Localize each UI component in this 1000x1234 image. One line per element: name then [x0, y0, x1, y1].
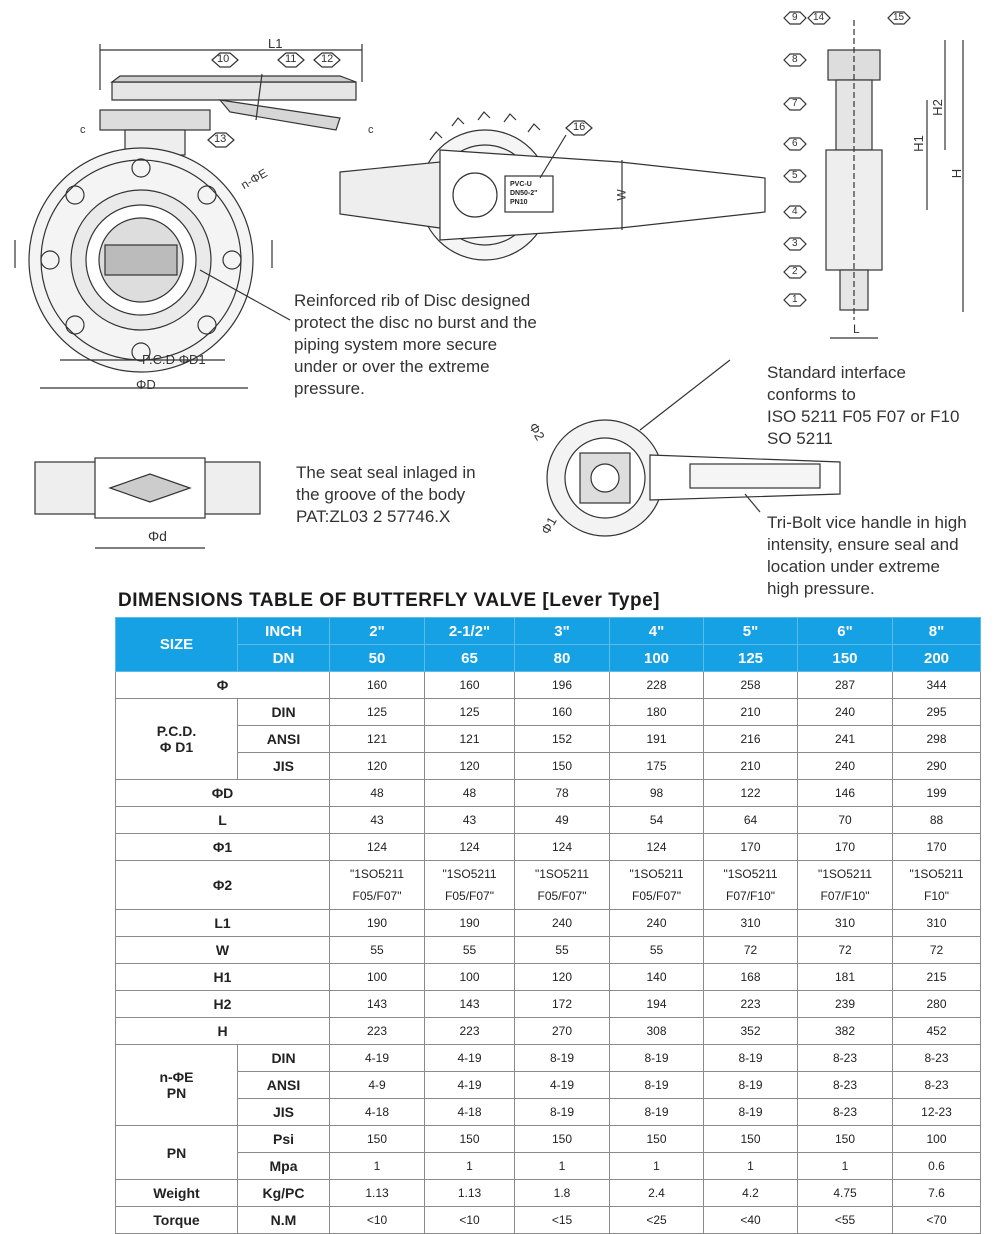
- value-cell: 70: [798, 807, 893, 834]
- label-9: 9: [792, 12, 798, 23]
- value-cell: 121: [330, 726, 425, 753]
- value-cell: 8-19: [704, 1045, 798, 1072]
- table-row: [116, 834, 981, 861]
- value-cell: 452: [893, 1018, 981, 1045]
- value-cell: 72: [893, 937, 981, 964]
- value-cell: 1.13: [425, 1180, 515, 1207]
- value-cell: 140: [610, 964, 704, 991]
- value-cell: 190: [330, 910, 425, 937]
- value-line: F10": [924, 889, 949, 903]
- label-12: 12: [321, 53, 334, 65]
- label-h1: H1: [910, 135, 926, 152]
- table-row: [116, 1207, 981, 1234]
- value-line: F05/F07": [632, 889, 681, 903]
- value-cell: <15: [515, 1207, 610, 1234]
- dn-value: 150: [798, 645, 893, 672]
- table-row: [116, 1153, 981, 1180]
- table-row: [116, 1018, 981, 1045]
- value-cell: 143: [425, 991, 515, 1018]
- value-cell: 43: [330, 807, 425, 834]
- sub-label: JIS: [238, 753, 330, 780]
- value-cell: 160: [330, 672, 425, 699]
- value-cell: 2.4: [610, 1180, 704, 1207]
- value-cell: 72: [798, 937, 893, 964]
- value-cell: 1.8: [515, 1180, 610, 1207]
- dn-value: 50: [330, 645, 425, 672]
- inch-value: 2": [330, 618, 425, 645]
- value-cell: 210: [704, 699, 798, 726]
- size-header: SIZE: [116, 618, 238, 672]
- label-1: 1: [792, 294, 798, 305]
- label-6: 6: [792, 138, 798, 149]
- value-cell: 298: [893, 726, 981, 753]
- value-line: "1SO5211: [909, 867, 964, 881]
- top-view: [340, 112, 765, 260]
- value-cell: 1: [425, 1153, 515, 1180]
- value-cell: 125: [330, 699, 425, 726]
- value-cell: 8-19: [610, 1045, 704, 1072]
- table-body: [116, 618, 981, 1234]
- dn-value: 80: [515, 645, 610, 672]
- label-l: L: [853, 322, 860, 336]
- value-line: "1SO5211: [723, 867, 778, 881]
- value-cell: 72: [704, 937, 798, 964]
- inch-value: 8": [893, 618, 981, 645]
- table-title: DIMENSIONS TABLE OF BUTTERFLY VALVE [Lever Type]: [118, 590, 660, 611]
- label-4: 4: [792, 206, 798, 217]
- label-h2: H2: [929, 99, 945, 116]
- row-label: PN: [116, 1126, 238, 1180]
- value-cell: [893, 861, 981, 910]
- value-cell: 8-19: [610, 1072, 704, 1099]
- value-cell: 295: [893, 699, 981, 726]
- value-cell: 100: [893, 1126, 981, 1153]
- value-cell: 150: [515, 1126, 610, 1153]
- value-cell: 223: [425, 1018, 515, 1045]
- row-label: H: [116, 1018, 330, 1045]
- label-phi-d-big: ΦD: [136, 377, 156, 392]
- label-2: 2: [792, 266, 798, 277]
- value-cell: 180: [610, 699, 704, 726]
- sub-label: Mpa: [238, 1153, 330, 1180]
- value-cell: 216: [704, 726, 798, 753]
- value-cell: 175: [610, 753, 704, 780]
- value-cell: 160: [515, 699, 610, 726]
- side-view: [784, 12, 963, 338]
- value-cell: 239: [798, 991, 893, 1018]
- value-cell: 124: [330, 834, 425, 861]
- value-cell: 258: [704, 672, 798, 699]
- value-cell: [798, 861, 893, 910]
- row-label: L: [116, 807, 330, 834]
- dn-value: 65: [425, 645, 515, 672]
- handle-text: [510, 180, 537, 207]
- value-cell: 78: [515, 780, 610, 807]
- value-cell: 143: [330, 991, 425, 1018]
- note-disc: Reinforced rib of Disc designed protect the disc no burst and the piping system more secure under or over the extreme pressure.: [294, 291, 537, 398]
- value-cell: 170: [893, 834, 981, 861]
- sub-label: ANSI: [238, 726, 330, 753]
- label-h: H: [949, 168, 965, 179]
- label-n-phi-e: n-ΦE: [238, 165, 270, 193]
- value-cell: <10: [425, 1207, 515, 1234]
- value-cell: 124: [425, 834, 515, 861]
- label-5: 5: [792, 170, 798, 181]
- table-row: [116, 618, 981, 645]
- value-cell: 223: [330, 1018, 425, 1045]
- label-15: 15: [893, 12, 905, 23]
- sub-label: Kg/PC: [238, 1180, 330, 1207]
- dn-value: 100: [610, 645, 704, 672]
- label-l1: L1: [268, 36, 283, 51]
- value-line: "1SO5211: [629, 867, 684, 881]
- handle-text-line: DN50-2": [510, 190, 538, 197]
- table-row: [116, 991, 981, 1018]
- value-cell: 290: [893, 753, 981, 780]
- value-cell: [425, 861, 515, 910]
- value-cell: 4-19: [330, 1045, 425, 1072]
- value-cell: <25: [610, 1207, 704, 1234]
- value-cell: 194: [610, 991, 704, 1018]
- table-row: [116, 726, 981, 753]
- value-cell: 55: [330, 937, 425, 964]
- value-cell: 4-18: [425, 1099, 515, 1126]
- value-cell: 210: [704, 753, 798, 780]
- row-label: Φ1: [116, 834, 330, 861]
- value-cell: 382: [798, 1018, 893, 1045]
- table-row: [116, 1045, 981, 1072]
- value-line: F05/F07": [445, 889, 494, 903]
- value-cell: 223: [704, 991, 798, 1018]
- value-cell: <10: [330, 1207, 425, 1234]
- value-cell: 168: [704, 964, 798, 991]
- value-line: "1SO5211: [442, 867, 497, 881]
- value-cell: 191: [610, 726, 704, 753]
- dn-value: 125: [704, 645, 798, 672]
- value-cell: [515, 861, 610, 910]
- value-cell: 287: [798, 672, 893, 699]
- value-line: F07/F10": [726, 889, 775, 903]
- value-cell: 1: [515, 1153, 610, 1180]
- value-cell: 4-19: [425, 1045, 515, 1072]
- value-cell: 55: [515, 937, 610, 964]
- value-cell: 4.2: [704, 1180, 798, 1207]
- value-cell: 8-23: [798, 1099, 893, 1126]
- label-3: 3: [792, 238, 798, 249]
- value-cell: 170: [798, 834, 893, 861]
- value-cell: 146: [798, 780, 893, 807]
- value-cell: 12-23: [893, 1099, 981, 1126]
- value-cell: 100: [425, 964, 515, 991]
- value-cell: 88: [893, 807, 981, 834]
- row-label: P.C.D. Φ D1: [116, 699, 238, 780]
- handle-text-line: PN10: [510, 199, 528, 206]
- label-w: W: [614, 189, 629, 201]
- value-cell: 7.6: [893, 1180, 981, 1207]
- label-phi2: Φ2: [525, 420, 548, 443]
- value-cell: 1.13: [330, 1180, 425, 1207]
- label-14: 14: [813, 12, 825, 23]
- value-cell: 120: [425, 753, 515, 780]
- dn-header: DN: [238, 645, 330, 672]
- inch-header: INCH: [238, 618, 330, 645]
- value-cell: 228: [610, 672, 704, 699]
- table-row: [116, 807, 981, 834]
- value-cell: 308: [610, 1018, 704, 1045]
- table-row: [116, 964, 981, 991]
- value-cell: 160: [425, 672, 515, 699]
- value-cell: 124: [515, 834, 610, 861]
- value-line: "1SO5211: [534, 867, 590, 881]
- inch-value: 4": [610, 618, 704, 645]
- value-cell: 1: [798, 1153, 893, 1180]
- row-label: Φ: [116, 672, 330, 699]
- value-line: "1SO5211: [349, 867, 405, 881]
- value-cell: 4-19: [515, 1072, 610, 1099]
- value-cell: 172: [515, 991, 610, 1018]
- value-cell: 4-9: [330, 1072, 425, 1099]
- sub-label: Psi: [238, 1126, 330, 1153]
- table-row: [116, 672, 981, 699]
- table-row: [116, 1072, 981, 1099]
- value-cell: 8-19: [704, 1099, 798, 1126]
- value-cell: 100: [330, 964, 425, 991]
- sub-label: DIN: [238, 699, 330, 726]
- sub-label: DIN: [238, 1045, 330, 1072]
- handle-text-line: PVC-U: [510, 181, 532, 188]
- dimensions-table: [115, 617, 981, 1234]
- label-10: 10: [217, 53, 230, 65]
- label-11: 11: [285, 53, 297, 65]
- value-cell: 8-23: [798, 1045, 893, 1072]
- value-cell: 98: [610, 780, 704, 807]
- table-row: [116, 937, 981, 964]
- value-cell: 120: [515, 964, 610, 991]
- value-cell: 240: [798, 699, 893, 726]
- value-cell: 150: [704, 1126, 798, 1153]
- value-cell: 8-19: [610, 1099, 704, 1126]
- value-cell: 280: [893, 991, 981, 1018]
- value-cell: 196: [515, 672, 610, 699]
- value-cell: 240: [610, 910, 704, 937]
- value-cell: 122: [704, 780, 798, 807]
- sub-label: ANSI: [238, 1072, 330, 1099]
- value-cell: 310: [893, 910, 981, 937]
- value-cell: 8-19: [515, 1099, 610, 1126]
- value-cell: 240: [798, 753, 893, 780]
- row-label: Weight: [116, 1180, 238, 1207]
- value-cell: 55: [425, 937, 515, 964]
- value-cell: 48: [330, 780, 425, 807]
- note-handle: Tri-Bolt vice handle in high intensity, ensure seal and location under extreme high pressure.: [767, 513, 967, 598]
- value-cell: 270: [515, 1018, 610, 1045]
- row-label: W: [116, 937, 330, 964]
- label-pcd: P.C.D ΦD1: [142, 352, 206, 367]
- value-cell: 43: [425, 807, 515, 834]
- label-phi-d-small: Φd: [148, 528, 167, 544]
- value-cell: [330, 861, 425, 910]
- table-row: [116, 780, 981, 807]
- value-cell: 150: [330, 1126, 425, 1153]
- value-cell: 121: [425, 726, 515, 753]
- value-cell: 0.6: [893, 1153, 981, 1180]
- value-cell: 8-23: [798, 1072, 893, 1099]
- value-cell: [610, 861, 704, 910]
- value-cell: 344: [893, 672, 981, 699]
- value-cell: 125: [425, 699, 515, 726]
- value-line: F07/F10": [820, 889, 870, 903]
- label-7: 7: [792, 98, 798, 109]
- table-row: [116, 699, 981, 726]
- table-row: [116, 1180, 981, 1207]
- table-row: [116, 910, 981, 937]
- table-row: [116, 1099, 981, 1126]
- value-cell: 54: [610, 807, 704, 834]
- value-cell: 181: [798, 964, 893, 991]
- note-seat: The seat seal inlaged in the groove of the body PAT:ZL03 2 57746.X: [296, 463, 476, 526]
- label-16: 16: [573, 121, 586, 133]
- value-cell: 1: [330, 1153, 425, 1180]
- sub-label: N.M: [238, 1207, 330, 1234]
- row-label: n-ΦE PN: [116, 1045, 238, 1126]
- dn-value: 200: [893, 645, 981, 672]
- value-cell: 64: [704, 807, 798, 834]
- inch-value: 2-1/2": [425, 618, 515, 645]
- label-phi1: Φ1: [537, 514, 560, 537]
- value-cell: 199: [893, 780, 981, 807]
- row-label: L1: [116, 910, 330, 937]
- value-cell: 8-19: [704, 1072, 798, 1099]
- value-cell: 4-18: [330, 1099, 425, 1126]
- row-label: H2: [116, 991, 330, 1018]
- row-label: Φ2: [116, 861, 330, 910]
- value-cell: 150: [425, 1126, 515, 1153]
- value-cell: <70: [893, 1207, 981, 1234]
- table-row: [116, 861, 981, 910]
- value-cell: 1: [704, 1153, 798, 1180]
- value-cell: 310: [704, 910, 798, 937]
- value-cell: 150: [515, 753, 610, 780]
- row-label: Torque: [116, 1207, 238, 1234]
- value-cell: [704, 861, 798, 910]
- table-row: [116, 1126, 981, 1153]
- row-label: H1: [116, 964, 330, 991]
- value-cell: 150: [610, 1126, 704, 1153]
- value-cell: 8-23: [893, 1072, 981, 1099]
- value-cell: 352: [704, 1018, 798, 1045]
- value-cell: 48: [425, 780, 515, 807]
- note-interface: Standard interface conforms to ISO 5211 F05 F07 or F10 SO 5211: [767, 363, 960, 448]
- value-cell: 4-19: [425, 1072, 515, 1099]
- value-line: F05/F07": [352, 889, 402, 903]
- value-cell: 55: [610, 937, 704, 964]
- value-cell: 190: [425, 910, 515, 937]
- value-cell: 310: [798, 910, 893, 937]
- value-cell: 4.75: [798, 1180, 893, 1207]
- value-cell: 150: [798, 1126, 893, 1153]
- value-cell: 49: [515, 807, 610, 834]
- label-c-left: c: [80, 124, 86, 136]
- value-cell: <55: [798, 1207, 893, 1234]
- value-cell: 152: [515, 726, 610, 753]
- table-row: [116, 753, 981, 780]
- value-cell: 241: [798, 726, 893, 753]
- inch-value: 5": [704, 618, 798, 645]
- value-cell: 124: [610, 834, 704, 861]
- inch-value: 3": [515, 618, 610, 645]
- value-cell: 1: [610, 1153, 704, 1180]
- value-cell: <40: [704, 1207, 798, 1234]
- value-cell: 170: [704, 834, 798, 861]
- value-cell: 8-23: [893, 1045, 981, 1072]
- value-cell: 120: [330, 753, 425, 780]
- value-cell: 240: [515, 910, 610, 937]
- table-row: [116, 645, 981, 672]
- sub-label: JIS: [238, 1099, 330, 1126]
- value-line: F05/F07": [537, 889, 587, 903]
- value-line: "1SO5211: [817, 867, 873, 881]
- label-c-right: c: [368, 124, 374, 136]
- value-cell: 8-19: [515, 1045, 610, 1072]
- label-8: 8: [792, 54, 798, 65]
- value-cell: 215: [893, 964, 981, 991]
- label-13: 13: [214, 133, 227, 145]
- inch-value: 6": [798, 618, 893, 645]
- row-label: ΦD: [116, 780, 330, 807]
